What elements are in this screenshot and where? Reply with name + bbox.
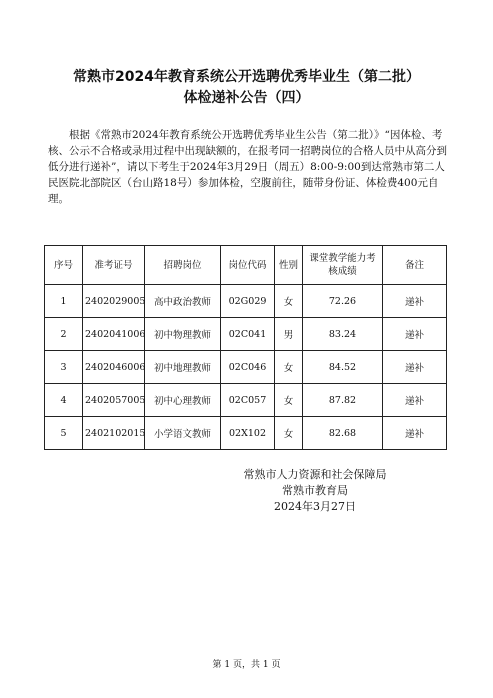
cell-exam-number: 2402041006 bbox=[83, 318, 145, 351]
cell-position: 初中心理教师 bbox=[145, 384, 221, 417]
table-row bbox=[45, 318, 447, 351]
table-row bbox=[45, 351, 447, 384]
cell-position: 初中物理教师 bbox=[145, 318, 221, 351]
header-position: 招聘岗位 bbox=[145, 246, 221, 285]
page-title: 常熟市2024年教育系统公开选聘优秀毕业生（第二批） bbox=[73, 69, 420, 85]
cell-exam-number: 2402046006 bbox=[83, 351, 145, 384]
cell-remark: 递补 bbox=[383, 351, 447, 384]
cell-position-code: 02G029 bbox=[221, 285, 275, 318]
candidate-table bbox=[44, 245, 447, 450]
table-row bbox=[45, 417, 447, 450]
cell-index: 2 bbox=[45, 318, 83, 351]
cell-position: 小学语文教师 bbox=[145, 417, 221, 450]
cell-gender: 女 bbox=[275, 285, 303, 318]
cell-gender: 女 bbox=[275, 417, 303, 450]
cell-score: 87.82 bbox=[303, 384, 383, 417]
header-remark: 备注 bbox=[383, 246, 447, 285]
cell-position: 初中地理教师 bbox=[145, 351, 221, 384]
cell-score: 72.26 bbox=[303, 285, 383, 318]
cell-position-code: 02C041 bbox=[221, 318, 275, 351]
page-number: 第 1 页，共 1 页 bbox=[212, 660, 281, 670]
cell-remark: 递补 bbox=[383, 318, 447, 351]
header-gender: 性别 bbox=[275, 246, 303, 285]
cell-remark: 递补 bbox=[383, 384, 447, 417]
cell-score: 82.68 bbox=[303, 417, 383, 450]
cell-exam-number: 2402102015 bbox=[83, 417, 145, 450]
header-position-code: 岗位代码 bbox=[221, 246, 275, 285]
page-subtitle: 体检递补公告（四） bbox=[183, 90, 310, 106]
cell-score: 83.24 bbox=[303, 318, 383, 351]
cell-exam-number: 2402057005 bbox=[83, 384, 145, 417]
cell-exam-number: 2402029005 bbox=[83, 285, 145, 318]
cell-position-code: 02C057 bbox=[221, 384, 275, 417]
cell-position-code: 02X102 bbox=[221, 417, 275, 450]
signature-hrss-bureau: 常熟市人力资源和社会保障局 bbox=[243, 468, 387, 481]
cell-gender: 男 bbox=[275, 318, 303, 351]
cell-index: 5 bbox=[45, 417, 83, 450]
cell-index: 1 bbox=[45, 285, 83, 318]
cell-position-code: 02C046 bbox=[221, 351, 275, 384]
header-index: 序号 bbox=[45, 246, 83, 285]
cell-remark: 递补 bbox=[383, 285, 447, 318]
cell-position: 高中政治教师 bbox=[145, 285, 221, 318]
signature-date: 2024年3月27日 bbox=[274, 500, 356, 513]
cell-index: 3 bbox=[45, 351, 83, 384]
cell-gender: 女 bbox=[275, 384, 303, 417]
cell-remark: 递补 bbox=[383, 417, 447, 450]
header-score: 课堂教学能力考核成绩 bbox=[303, 246, 383, 285]
table-row bbox=[45, 384, 447, 417]
header-exam-number: 准考证号 bbox=[83, 246, 145, 285]
announcement-body: 根据《常熟市2024年教育系统公开选聘优秀毕业生公告（第二批）》“因体检、考核、公示不合格或录用过程中出现缺额的，在报考同一招聘岗位的合格人员中从高分到低分进行递补”，请以下考生于2024年3月29日（周五）8:00-9:00到达常熟市第二人民医院北部院区（台山路18号）参加体检，空腹前往，随带身份证、体检费400元自理。 bbox=[48, 129, 447, 205]
cell-index: 4 bbox=[45, 384, 83, 417]
table-header-row bbox=[45, 246, 447, 285]
cell-gender: 女 bbox=[275, 351, 303, 384]
table-row bbox=[45, 285, 447, 318]
cell-score: 84.52 bbox=[303, 351, 383, 384]
signature-education-bureau: 常熟市教育局 bbox=[282, 484, 348, 497]
